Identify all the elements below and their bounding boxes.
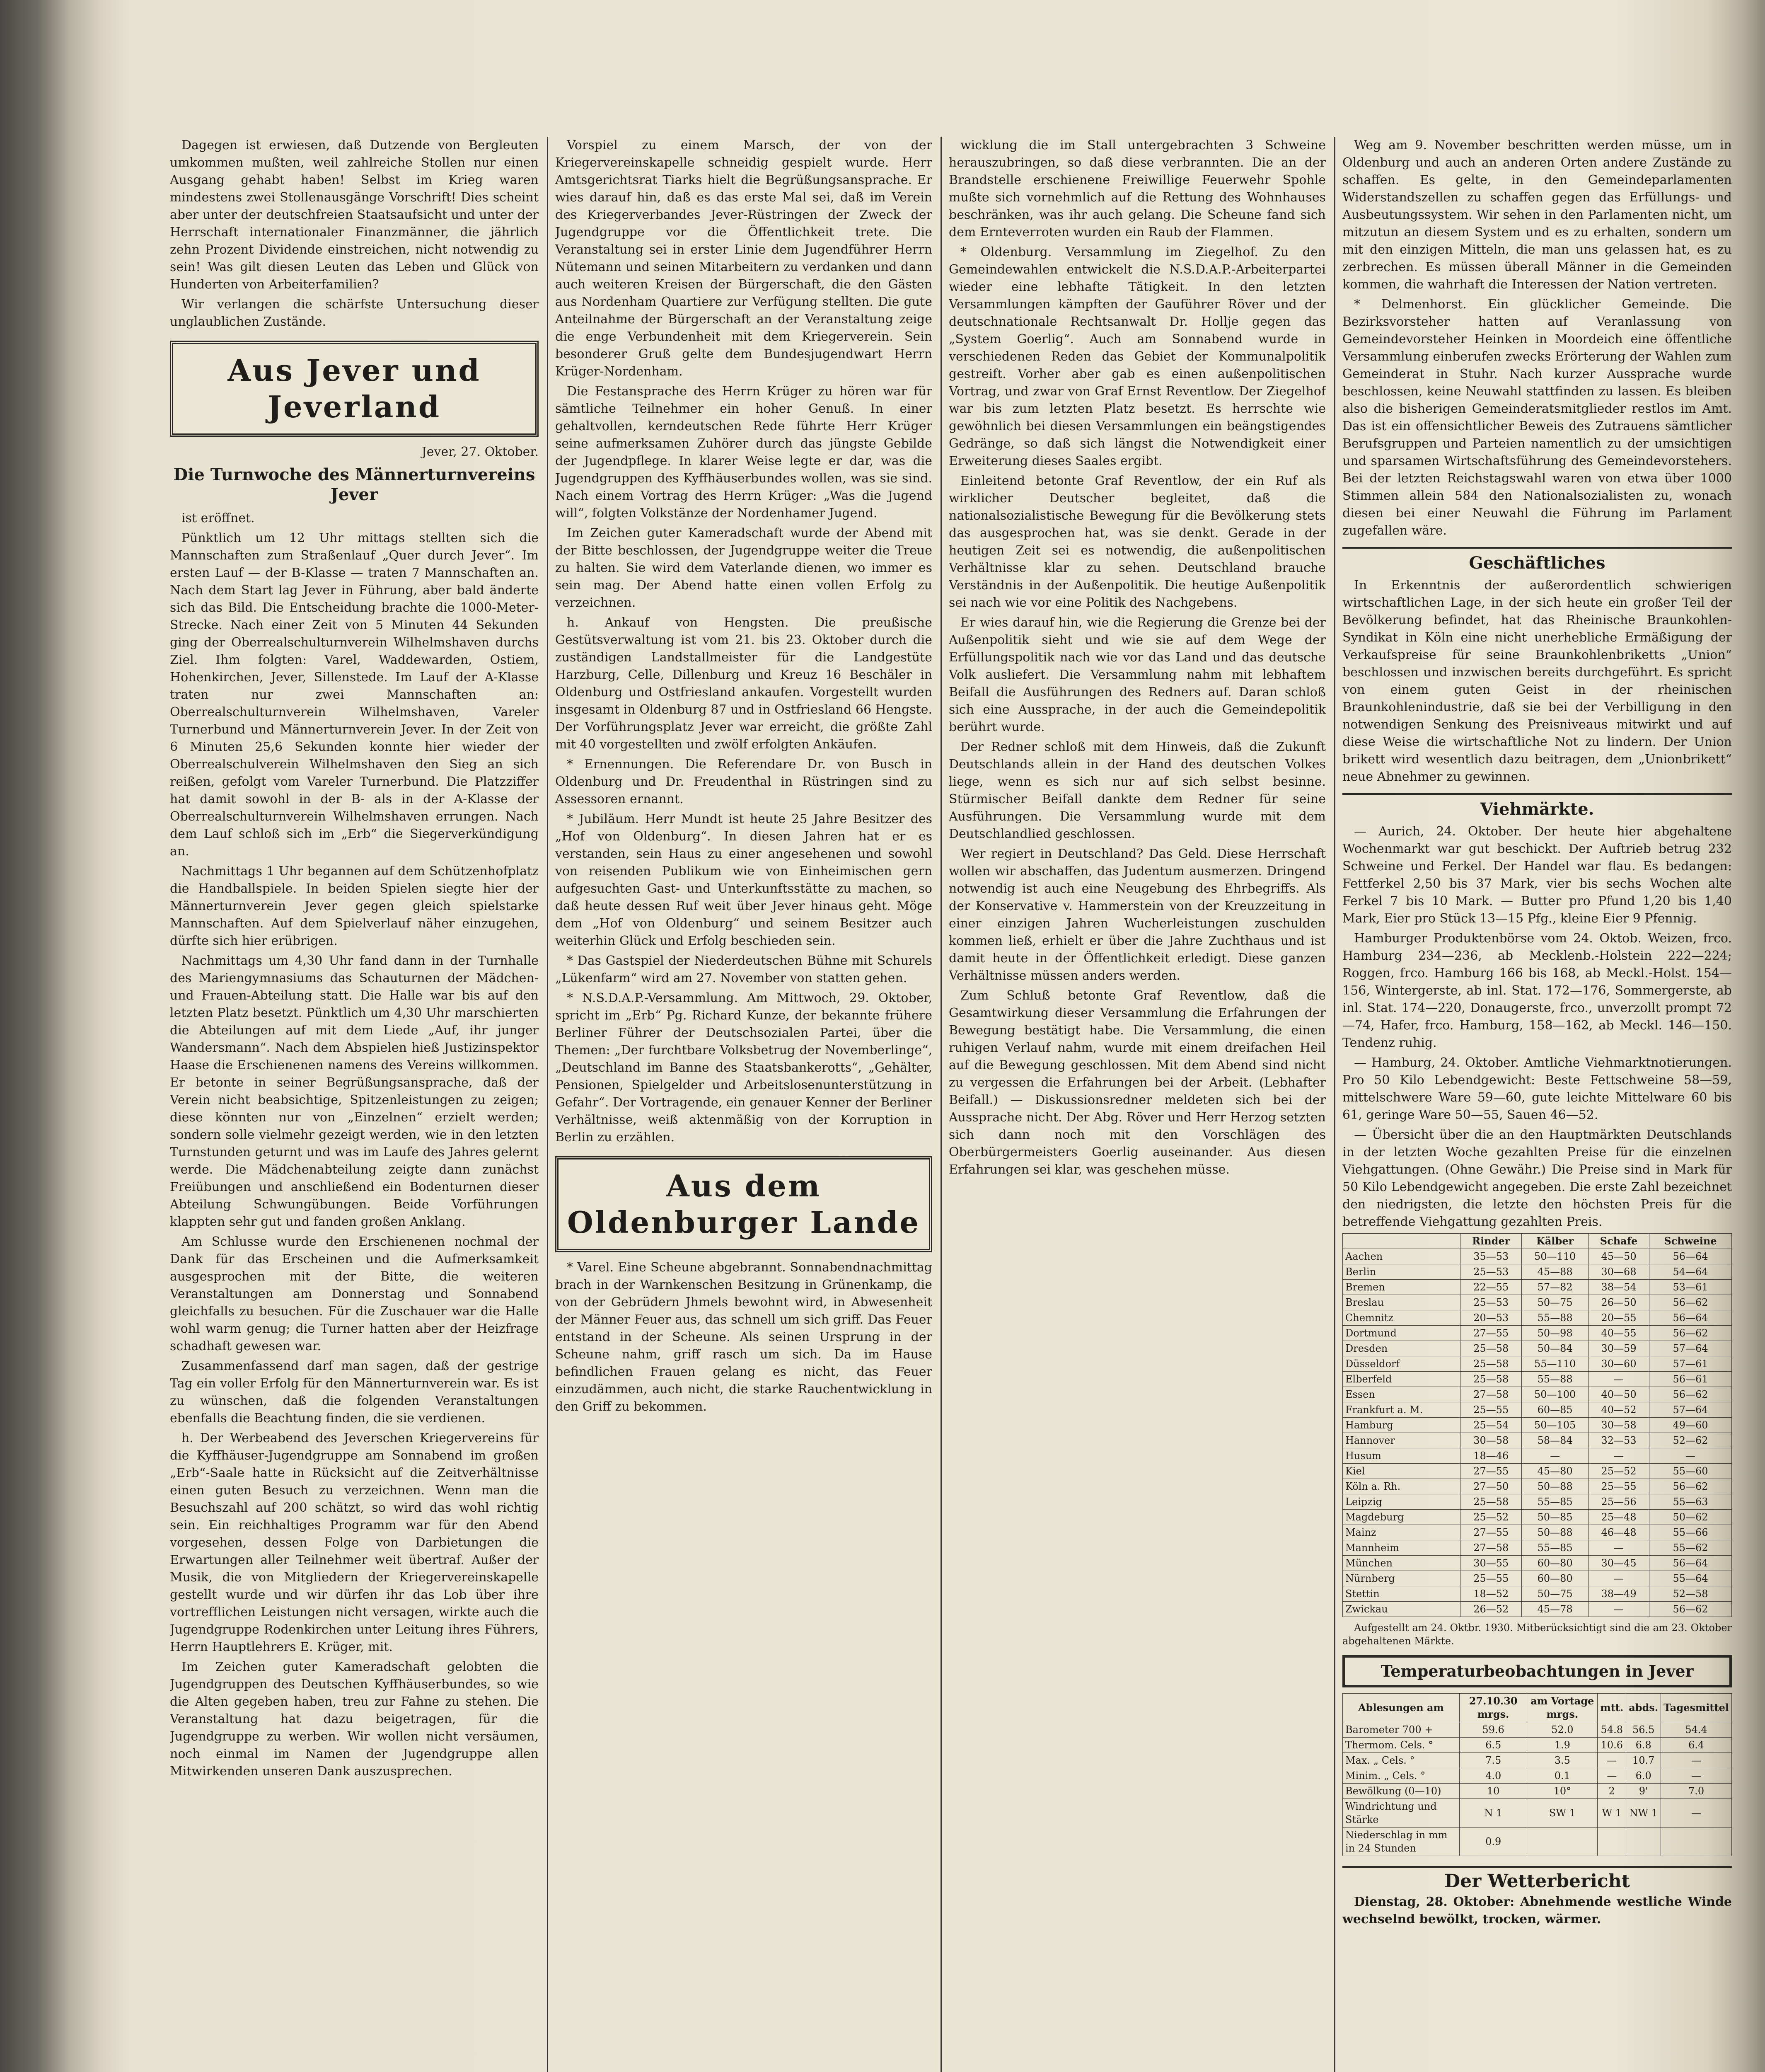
temp-table-cell: Barometer 700 + [1343, 1722, 1460, 1738]
cattle-table-cell: 50—75 [1522, 1586, 1588, 1602]
cattle-table-cell: 55—88 [1522, 1372, 1588, 1387]
temp-table-cell: 10.7 [1626, 1753, 1661, 1768]
cattle-table-cell: 40—55 [1588, 1326, 1649, 1341]
temp-table-cell: 3.5 [1527, 1753, 1598, 1768]
cattle-table-cell: 45—88 [1522, 1264, 1588, 1280]
cattle-table-cell: 40—52 [1588, 1402, 1649, 1418]
cattle-table-cell: 56—62 [1649, 1479, 1732, 1494]
cattle-table-row [1343, 1433, 1732, 1448]
cattle-table-cell: 38—54 [1588, 1280, 1649, 1295]
article-text: Wir verlangen die schärfste Untersuchung dieser unglaublichen Zustände. [170, 297, 539, 329]
cattle-table-cell: 58—84 [1522, 1433, 1588, 1448]
cattle-table-cell: 27—50 [1460, 1479, 1522, 1494]
cattle-table-row [1343, 1448, 1732, 1464]
temp-table-row [1343, 1768, 1732, 1784]
temp-table-cell: W 1 [1598, 1799, 1626, 1828]
temp-table-cell: 4.0 [1459, 1768, 1527, 1784]
cattle-table-cell: — [1588, 1448, 1649, 1464]
cattle-table-cell: 30—58 [1588, 1418, 1649, 1433]
cattle-table-cell: 52—58 [1649, 1586, 1732, 1602]
cattle-table-row [1343, 1479, 1732, 1494]
cattle-table-cell: 55—85 [1522, 1540, 1588, 1556]
column-3 [949, 137, 1326, 2072]
cattle-table-cell: 55—85 [1522, 1494, 1588, 1510]
temp-table-cell: 7.0 [1661, 1784, 1732, 1799]
cattle-table-cell: 25—52 [1460, 1510, 1522, 1525]
cattle-table-row [1343, 1464, 1732, 1479]
temp-table-cell: — [1598, 1753, 1626, 1768]
cattle-table-cell: 32—53 [1588, 1433, 1649, 1448]
article-text: * N.S.D.A.P.-Versammlung. Am Mittwoch, 29. Oktober, spricht im „Erb“ Pg. Richard Kunze, der bekannte frühere Berliner Führer der Deutschsozialen Partei, über die Themen: „Der furchtbare Volksbetrug der Novemberlinge“, „Deutschland im Banne des Staatsbankerotts“, „Gehälter, Pensionen, Spielgelder und Arbeitslosenunterstützung in Gefahr“. Der Vortragende, ein genauer Kenner der Berliner Verhältnisse, weiß aktenmäßig von der Korruption in Berlin zu erzählen. [555, 991, 932, 1145]
cattle-table-cell: 30—68 [1588, 1264, 1649, 1280]
temp-table-header-cell: Ablesungen am [1343, 1694, 1460, 1722]
cattle-table-cell: 50—62 [1649, 1510, 1732, 1525]
article-text: Am Schlusse wurde den Erschienenen nochmal der Dank für das Erscheinen und die Aufmerksamkeit ausgesprochen mit der Bitte, die weiteren Veranstaltungen am Donnerstag und Sonnabend gleichfalls zu besuchen. Für die Zuschauer war die Halle wohl warm genug; die Turner hatten aber der Heizfrage schadhaft gewesen war. [170, 1234, 539, 1353]
temp-table-cell: Windrichtung und Stärke [1343, 1799, 1460, 1828]
cattle-table-cell: 55—64 [1649, 1571, 1732, 1586]
column-1 [170, 137, 539, 2072]
temp-table-cell: 1.9 [1527, 1738, 1598, 1753]
cattle-table-row [1343, 1372, 1732, 1387]
cattle-table-cell: 25—54 [1460, 1418, 1522, 1433]
cattle-table-cell: 25—56 [1588, 1494, 1649, 1510]
cattle-table-cell: 54—64 [1649, 1264, 1732, 1280]
cattle-table-cell: 57—64 [1649, 1341, 1732, 1356]
cattle-table-cell: 50—110 [1522, 1249, 1588, 1264]
temp-table-header-row [1343, 1694, 1732, 1722]
temp-table-cell: 10.6 [1598, 1738, 1626, 1753]
cattle-table-cell: 20—53 [1460, 1310, 1522, 1326]
cattle-table-row [1343, 1249, 1732, 1264]
cattle-table-cell: Hannover [1343, 1433, 1460, 1448]
cattle-table-header-cell: Schweine [1649, 1234, 1732, 1249]
cattle-table-cell: Bremen [1343, 1280, 1460, 1295]
article-text: Wer regiert in Deutschland? Das Geld. Diese Herrschaft wollen wir abschaffen, das Judentum ausmerzen. Dringend notwendig ist auch eine Neugebung des Ehrbegriffs. Als der Konservative v. Hammerstein von der Kreuzzeitung in einer einzigen Jahren Wucherleistungen zuschulden kommen ließ, erhielt er über die Jahre Zuchthaus und ist damit heute in der Öffentlichkeit erledigt. Diese ganzen Verhältnisse müssen anders werden. [949, 847, 1326, 983]
temp-table-header-cell: abds. [1626, 1694, 1661, 1722]
cattle-table-cell: 25—48 [1588, 1510, 1649, 1525]
cattle-table-cell: 35—53 [1460, 1249, 1522, 1264]
article-text: Er wies darauf hin, wie die Regierung die Grenze bei der Außenpolitik sieht und wie sie auf dem Wege der Erfüllungspolitik nach wie vor das Land und das deutsche Volk ausliefert. Die Versammlung nahm mit lebhaftem Beifall die Ausführungen des Redners auf. Daran schloß sich eine Aussprache, in der auch die Gemeindepolitik berührt wurde. [949, 615, 1326, 734]
cattle-table-cell: Zwickau [1343, 1602, 1460, 1617]
column-4 [1342, 137, 1732, 2072]
cattle-table-cell: 25—53 [1460, 1295, 1522, 1310]
article-text: Hamburger Produktenbörse vom 24. Oktob. Weizen, frco. Hamburg 234—236, ab Mecklenb.-Holstein 222—224; Roggen, frco. Hamburg 166 bis 168, ab Meckl.-Holst. 154—156, Wintergerste, ab inl. Stat. 172—176, Sommergerste, ab inl. Stat. 174—220, Donaugerste, frco., unverzollt prompt 72—74, Hafer, frco. Hamburg, 158—162, ab Meckl. 146—150. Tendenz ruhig. [1342, 931, 1732, 1050]
cattle-table-row [1343, 1525, 1732, 1540]
article-text: Nachmittags um 4,30 Uhr fand dann in der Turnhalle des Mariengymnasiums das Schauturnen der Mädchen- und Frauen-Abteilung statt. Die Halle war bis auf den letzten Platz besetzt. Pünktlich um 4,30 Uhr marschierten die Abteilungen auf mit dem Liede „Auf, ihr junger Wandersmann“. Nach dem Abspielen hieß Justizinspektor Haase die Erschienenen namens des Vereins willkommen. Er betonte in seiner Begrüßungsansprache, daß der Verein nicht beabsichtige, Spitzenleistungen zu zeigen; diese könnten nur von „Einzelnen“ erzielt werden; sondern solle vielmehr gezeigt werden, wie in den letzten Turnstunden geturnt und was im Laufe des Jahres gelernt werde. Die Mädchenabteilung zeigte dann zunächst Freiübungen und anschließend ein Bodenturnen dieser Abteilung Schwungübungen. Beide Vorführungen klappten sehr gut und fanden großen Anklang. [170, 954, 539, 1229]
cattle-table-cell: — [1588, 1602, 1649, 1617]
cattle-table-cell: 26—50 [1588, 1295, 1649, 1310]
cattle-table-cell: 56—64 [1649, 1556, 1732, 1571]
cattle-table-cell: 25—55 [1460, 1402, 1522, 1418]
article-text: Im Zeichen guter Kameradschaft gelobten die Jugendgruppen des Deutschen Kyffhäuserbundes, so wie die Alten gegeben haben, treu zur Fahne zu stehen. Die Veranstaltung hat dazu beigetragen, für die Jugendgruppe zu werben. Wir wollen nicht versäumen, noch einmal im Namen der Jugendgruppe allen Mitwirkenden unseren Dank auszusprechen. [170, 1660, 539, 1779]
dateline: Jever, 27. Oktober. [421, 445, 539, 459]
cattle-table-cell: 57—82 [1522, 1280, 1588, 1295]
cattle-table-cell: 26—52 [1460, 1602, 1522, 1617]
temp-table-header-cell: am Vortage mrgs. [1527, 1694, 1598, 1722]
cattle-table-cell: 56—61 [1649, 1372, 1732, 1387]
temp-table-cell [1626, 1828, 1661, 1856]
cattle-table-cell: — [1649, 1448, 1732, 1464]
cattle-table-cell: 49—60 [1649, 1418, 1732, 1433]
cattle-table-cell: 45—50 [1588, 1249, 1649, 1264]
temp-table-row [1343, 1799, 1732, 1828]
temperature-table [1342, 1693, 1732, 1856]
cattle-table-cell: 56—62 [1649, 1602, 1732, 1617]
cattle-table-cell: Frankfurt a. M. [1343, 1402, 1460, 1418]
cattle-table-row [1343, 1326, 1732, 1341]
cattle-table-header-cell: Rinder [1460, 1234, 1522, 1249]
temp-table-cell: Thermom. Cels. ° [1343, 1738, 1460, 1753]
cattle-table-cell: 27—55 [1460, 1464, 1522, 1479]
cattle-table-cell: 52—62 [1649, 1433, 1732, 1448]
cattle-table-cell: 60—80 [1522, 1556, 1588, 1571]
cattle-table-cell: Köln a. Rh. [1343, 1479, 1460, 1494]
cattle-table-cell: 50—84 [1522, 1341, 1588, 1356]
temp-table-cell: 59.6 [1459, 1722, 1527, 1738]
article-text: Zusammenfassend darf man sagen, daß der gestrige Tag ein voller Erfolg für den Männerturnverein war. Es ist zu wünschen, daß die folgenden Veranstaltungen ebenfalls die Beachtung finden, die sie verdienen. [170, 1359, 539, 1426]
cattle-table-cell: Düsseldorf [1343, 1356, 1460, 1372]
temp-table-cell: NW 1 [1626, 1799, 1661, 1828]
cattle-table-cell: 27—55 [1460, 1525, 1522, 1540]
cattle-table-header-cell: Schafe [1588, 1234, 1649, 1249]
temp-table-cell [1661, 1828, 1732, 1856]
cattle-table-cell: 22—55 [1460, 1280, 1522, 1295]
cattle-table-header-cell [1343, 1234, 1460, 1249]
column-divider [941, 137, 942, 2072]
temp-table-cell: 7.5 [1459, 1753, 1527, 1768]
cattle-table-cell: 45—80 [1522, 1464, 1588, 1479]
cattle-table-cell: 55—62 [1649, 1540, 1732, 1556]
cattle-table-cell: Aachen [1343, 1249, 1460, 1264]
temp-table-header-cell: mtt. [1598, 1694, 1626, 1722]
temp-table-header-cell: Tagesmittel [1661, 1694, 1732, 1722]
heading-geschaeftliches: Geschäftliches [1342, 547, 1732, 572]
article-text: Die Festansprache des Herrn Krüger zu hören war für sämtliche Teilnehmer ein hoher Genuß. In einer gehaltvollen, kerndeutschen Rede führte Herr Krüger seine aufmerksamen Zuhörer durch das jüngste Gebilde der Jugendpflege. In klarer Weise legte er dar, was die Jugendgruppen des Kyffhäuserbundes wollen, was sie sind. Nach einem Vortrag des Herrn Krüger: „Was die Jugend will“, folgten Volkstänze der Nordenhamer Jugend. [555, 384, 932, 520]
temp-table-cell: 6.4 [1661, 1738, 1732, 1753]
cattle-table-cell: Stettin [1343, 1586, 1460, 1602]
cattle-table-cell: 56—64 [1649, 1310, 1732, 1326]
article-text: Vorspiel zu einem Marsch, der von der Kriegervereinskapelle schneidig gespielt wurde. Herr Amtsgerichtsrat Tiarks hielt die Begrüßungsansprache. Er wies darauf hin, daß es das erste Mal sei, daß im Verein des Kriegerverbandes Jever-Rüstringen der Zweck der Jugendgruppe vor die Öffentlichkeit trete. Die Veranstaltung sei in erster Linie dem Jugendführer Herrn Nütemann und seinen Mitarbeitern zu verdanken und dann auch weiteren Kreisen der Bürgerschaft, die den Gästen aus Nordenham Quartiere zur Verfügung stellten. Die gute Anteilnahme der Bürgerschaft an der Veranstaltung zeige die enge Verbundenheit mit dem Kriegerverein. Sein besonderer Gruß gelte dem Bundesjugendwart Herrn Krüger-Nordenham. [555, 138, 932, 379]
cattle-table-cell: Nürnberg [1343, 1571, 1460, 1586]
cattle-table-cell: 60—85 [1522, 1402, 1588, 1418]
article-text: ist eröffnet. [181, 511, 255, 525]
cattle-table-cell: 40—50 [1588, 1387, 1649, 1402]
temp-table-cell: 10° [1527, 1784, 1598, 1799]
cattle-table-cell: 56—62 [1649, 1387, 1732, 1402]
cattle-table-cell: Hamburg [1343, 1418, 1460, 1433]
temp-table-cell: 6.5 [1459, 1738, 1527, 1753]
cattle-table-cell: 27—58 [1460, 1387, 1522, 1402]
article-text: * Ernennungen. Die Referendare Dr. von Busch in Oldenburg und Dr. Freudenthal in Rüstringen sind zu Assessoren ernannt. [555, 757, 932, 806]
article-text: Pünktlich um 12 Uhr mittags stellten sich die Mannschaften zum Straßenlauf „Quer durch Jever“. Im ersten Lauf — der B-Klasse — traten 7 Mannschaften an. Nach dem Start lag Jever in Führung, aber bald änderte sich das Bild. Die Entscheidung brachte die 1000-Meter-Strecke. Nach einer Zeit von 5 Minuten 44 Sekunden ging der Oberrealschulturnverein Wilhelmshaven durchs Ziel. Ihm folgten: Varel, Waddewarden, Ostiem, Hohenkirchen, Jever, Sillenstede. Im Lauf der A-Klasse traten nur zwei Mannschaften an: Oberrealschulturnverein Wilhelmshaven, Vareler Turnerbund und Männerturnverein Jever. In der Zeit von 6 Minuten 25,6 Sekunden konnte hier wieder der Oberrealschulverein Wilhelmshaven den Sieg an sich reißen, gefolgt vom Vareler Turnerbund. Die Platzziffer hat damit sowohl in der B- als in der A-Klasse der Oberrealschulturnverein Wilhelmshaven errungen. Nach dem Lauf schloß sich im „Erb“ die Siegerverkündigung an. [170, 531, 539, 859]
cattle-table-cell: 25—53 [1460, 1264, 1522, 1280]
cattle-table-row [1343, 1510, 1732, 1525]
cattle-table-cell: 27—55 [1460, 1326, 1522, 1341]
cattle-table-cell: 50—98 [1522, 1326, 1588, 1341]
cattle-table-cell: Mannheim [1343, 1540, 1460, 1556]
column-divider [1334, 137, 1335, 2072]
cattle-table-cell: 25—52 [1588, 1464, 1649, 1479]
article-text: Einleitend betonte Graf Reventlow, der ein Ruf als wirklicher Deutscher begleitet, daß die nationalsozialistische Bewegung für die Bevölkerung stets das ausgesprochen hat, was sie denkt. Gerade in der heutigen Zeit sei es notwendig, die außenpolitischen Verhältnisse klar zu sehen. Deutschland brauche Verständnis in der Außenpolitik. Die heutige Außenpolitik sei nach wie vor eine Politik des Nachgebens. [949, 474, 1326, 610]
temp-table-cell: N 1 [1459, 1799, 1527, 1828]
cattle-table-cell: 50—88 [1522, 1525, 1588, 1540]
cattle-table-row [1343, 1494, 1732, 1510]
temp-table-header-cell: 27.10.30 mrgs. [1459, 1694, 1527, 1722]
cattle-table-row [1343, 1264, 1732, 1280]
cattle-table-cell: 50—105 [1522, 1418, 1588, 1433]
cattle-table-cell: Mainz [1343, 1525, 1460, 1540]
article-text: Nachmittags 1 Uhr begannen auf dem Schützenhofplatz die Handballspiele. In beiden Spielen siegte hier der Männerturnverein Jever gegen gleich spielstarke Mannschaften. Auf dem Spielverlauf näher einzugehen, dürfte sich hier erübrigen. [170, 864, 539, 948]
cattle-table-row [1343, 1295, 1732, 1310]
article-text: — Aurich, 24. Oktober. Der heute hier abgehaltene Wochenmarkt war gut beschickt. Der Auftrieb betrug 232 Schweine und Ferkel. Der Handel war flau. Es bedangen: Fettferkel 2,50 bis 37 Mark, vier bis sechs Wochen alte Ferkel 7 bis 10 Mark. — Butter pro Pfund 1,20 bis 1,40 Mark, Eier pro Stück 13—15 Pfg., kleine Eier 9 Pfennig. [1342, 824, 1732, 926]
cattle-table-row [1343, 1341, 1732, 1356]
cattle-table-cell: — [1588, 1571, 1649, 1586]
article-text: Im Zeichen guter Kameradschaft wurde der Abend mit der Bitte beschlossen, der Jugendgruppe weiter die Treue zu halten. Sie wird dem Vaterlande dienen, wo immer es sein mag. Der Abend hatte einen vollen Erfolg zu verzeichnen. [555, 526, 932, 610]
cattle-table-cell: 55—110 [1522, 1356, 1588, 1372]
cattle-table-cell: Dresden [1343, 1341, 1460, 1356]
temp-table-cell: — [1661, 1799, 1732, 1828]
cattle-table-cell: Elberfeld [1343, 1372, 1460, 1387]
cattle-table-cell: 45—78 [1522, 1602, 1588, 1617]
cattle-table-cell: — [1588, 1540, 1649, 1556]
cattle-table-cell: 50—88 [1522, 1479, 1588, 1494]
article-text: — Übersicht über die an den Hauptmärkten Deutschlands in der letzten Woche gezahlten Preise für die einzelnen Viehgattungen. (Ohne Gewähr.) Die Preise sind in Mark für 50 Kilo Lebendgewicht angegeben. Die erste Zahl bezeichnet den niedrigsten, die letzte den höchsten Preis für die betreffende Viehgattung gezahlten Preis. [1342, 1128, 1732, 1229]
cattle-table-cell: 25—58 [1460, 1372, 1522, 1387]
page-content [170, 137, 1732, 2072]
cattle-table-cell: 56—64 [1649, 1249, 1732, 1264]
cattle-table-row [1343, 1310, 1732, 1326]
cattle-table-cell: Magdeburg [1343, 1510, 1460, 1525]
temp-table-cell: — [1598, 1768, 1626, 1784]
article-text: * Oldenburg. Versammlung im Ziegelhof. Zu den Gemeindewahlen entwickelt die N.S.D.A.P.-Arbeiterpartei wieder eine lebhafte Tätigkeit. In den letzten Versammlungen kämpften der Gauführer Röver und der deutschnationale Rechtsanwalt Dr. Hollje gegen das „System Goerlig“. Auch am Sonnabend wurde in verschiedenen Reden das Gebiet der Kommunalpolitik gestreift. Vorher aber gab es einen außenpolitischen Vortrag, und zwar von Graf Ernst Reventlow. Der Ziegelhof war bis zum letzten Platz besetzt. Es herrschte wie gewöhnlich bei diesen Versammlungen ein beängstigendes Gedränge, so daß sich längst die Notwendigkeit einer Erweiterung dieses Saales ergibt. [949, 245, 1326, 468]
cattle-table-row [1343, 1280, 1732, 1295]
article-text: h. Ankauf von Hengsten. Die preußische Gestütsverwaltung ist vom 21. bis 23. Oktober durch die zuständigen Landstallmeister für die Landgestüte Harzburg, Celle, Dillenburg und Kreuz 16 Beschäler in Oldenburg und Ostfriesland ankaufen. Vorgestellt wurden insgesamt in Oldenburg 87 und in Ostfriesland 66 Hengste. Der Vorführungsplatz Jever war erreicht, die größte Zahl mit 40 vorgestellten und zwölf erfolgten Ankäufen. [555, 615, 932, 752]
cattle-table-row [1343, 1602, 1732, 1617]
temp-table-cell: 9' [1626, 1784, 1661, 1799]
cattle-price-table [1342, 1233, 1732, 1617]
cattle-table-cell: 46—48 [1588, 1525, 1649, 1540]
cattle-table-cell: Essen [1343, 1387, 1460, 1402]
article-text: In Erkenntnis der außerordentlich schwierigen wirtschaftlichen Lage, in der sich heute ein großer Teil der Bevölkerung befindet, hat das Rheinische Braunkohlen-Syndikat in Köln eine nicht unerhebliche Ermäßigung der Verkaufspreise für seine Braunkohlenbriketts „Union“ beschlossen und inzwischen bereits durchgeführt. Es spricht von einem guten Geist in der rheinischen Braunkohlenindustrie, daß sie bei der Verbilligung in den notwendigen Senkung des Preisniveaus mitwirkt und auf diese Weise die wirtschaftliche Not zu lindern. Der Union brikett wird wesentlich dazu beitragen, dem „Unionbrikett“ neue Abnehmer zu gewinnen. [1342, 578, 1732, 784]
temp-table-cell: — [1661, 1768, 1732, 1784]
cattle-table-cell: 50—85 [1522, 1510, 1588, 1525]
cattle-table-cell: Husum [1343, 1448, 1460, 1464]
cattle-table-cell: 55—60 [1649, 1464, 1732, 1479]
cattle-table-cell: 55—88 [1522, 1310, 1588, 1326]
cattle-table-cell: 57—61 [1649, 1356, 1732, 1372]
cattle-table-cell: 20—55 [1588, 1310, 1649, 1326]
column-divider [547, 137, 548, 2072]
cattle-table-cell: Berlin [1343, 1264, 1460, 1280]
weather-report: Dienstag, 28. Oktober: Abnehmende westliche Winde wechselnd bewölkt, trocken, wärmer. [1342, 1895, 1732, 1927]
cattle-table-cell: Chemnitz [1343, 1310, 1460, 1326]
column-2 [555, 137, 932, 2072]
temp-table-row [1343, 1738, 1732, 1753]
cattle-table-cell: 30—59 [1588, 1341, 1649, 1356]
article-text: Dagegen ist erwiesen, daß Dutzende von Bergleuten umkommen mußten, weil zahlreiche Stollen nur einen Ausgang gehabt haben! Selbst im Krieg waren mindestens zwei Stollenausgänge Vorschrift! Dies scheint aber unter der deutschfreien Staatsaufsicht und unter der Herrschaft internationaler Finanzmänner, die jährlich zehn Prozent Dividende einstreichen, nicht notwendig zu sein! Was gilt diesen Leuten das Leben und Glück von Hunderten von Arbeiterfamilien? [170, 138, 539, 292]
heading-temperature: Temperaturbeobachtungen in Jever [1342, 1655, 1732, 1687]
temp-table-cell [1598, 1828, 1626, 1856]
section-title-jever: Aus Jever und Jeverland [170, 341, 539, 437]
cattle-table-cell: 25—55 [1588, 1479, 1649, 1494]
temp-table-cell: 6.8 [1626, 1738, 1661, 1753]
temp-table-cell: — [1661, 1753, 1732, 1768]
temp-table-row [1343, 1828, 1732, 1856]
article-text: * Varel. Eine Scheune abgebrannt. Sonnabendnachmittag brach in der Warnkenschen Besitzung in Grünenkamp, die von der Gebrüdern Jhmels bewohnt wird, in Abwesenheit der Männer Feuer aus, das schnell um sich griff. Das Feuer entstand in der Scheune. Als seinen Ursprung in der Scheune nahm, griff rasch um sich. Da im Hause befindlichen Frauen gelang es nicht, das Feuer einzudämmen, auch nicht, die starke Rauchentwicklung in den Griff zu bekommen. [555, 1260, 932, 1414]
cattle-table-cell: 18—52 [1460, 1586, 1522, 1602]
heading-weather: Der Wetterbericht [1342, 1866, 1732, 1890]
cattle-table-cell: 25—58 [1460, 1356, 1522, 1372]
article-text: Weg am 9. November beschritten werden müsse, um in Oldenburg und auch an anderen Orten andere Zustände zu schaffen. Es gelte, in den Gemeindeparlamenten Widerstandszellen zu schaffen gegen das Erfüllungs- und Ausbeutungssystem. Wir sehen in den Parlamenten nicht, um mitzutun an diesem System und es zu erhalten, sondern um mit den einzigen Mitteln, die man uns gelassen hat, es zu zerbrechen. Es müssen überall Männer in die Gemeinden kommen, die wahrhaft die Interessen der Nation vertreten. [1342, 138, 1732, 292]
section-title-oldenburg: Aus dem Oldenburger Lande [555, 1156, 932, 1252]
cattle-table-cell: 30—58 [1460, 1433, 1522, 1448]
cattle-table-cell: 30—55 [1460, 1556, 1522, 1571]
cattle-table-cell: Dortmund [1343, 1326, 1460, 1341]
cattle-table-cell: — [1588, 1372, 1649, 1387]
temp-table-cell: 6.0 [1626, 1768, 1661, 1784]
cattle-table-cell: 25—58 [1460, 1494, 1522, 1510]
cattle-table-cell: 53—61 [1649, 1280, 1732, 1295]
cattle-table-cell: — [1522, 1448, 1588, 1464]
temp-table-cell: 52.0 [1527, 1722, 1598, 1738]
temp-table-cell: 0.9 [1459, 1828, 1527, 1856]
cattle-table-cell: 30—45 [1588, 1556, 1649, 1571]
cattle-table-cell: Kiel [1343, 1464, 1460, 1479]
cattle-table-cell: Breslau [1343, 1295, 1460, 1310]
temp-table-row [1343, 1722, 1732, 1738]
temp-table-cell: Max. „ Cels. ° [1343, 1753, 1460, 1768]
article-text: wicklung die im Stall untergebrachten 3 Schweine herauszubringen, so daß diese verbrannten. Die an der Brandstelle erschienene Freiwillige Feuerwehr Spohle mußte sich vornehmlich auf die Rettung des Wohnhauses beschränken, was ihr auch gelang. Die Scheune fand sich dem Ernteverroten wurden ein Raub der Flammen. [949, 138, 1326, 240]
temp-table-cell: 54.4 [1661, 1722, 1732, 1738]
cattle-table-cell: 50—100 [1522, 1387, 1588, 1402]
temp-table-cell: 56.5 [1626, 1722, 1661, 1738]
temp-table-cell: SW 1 [1527, 1799, 1598, 1828]
temp-table-cell: 0.1 [1527, 1768, 1598, 1784]
temp-table-cell: 2 [1598, 1784, 1626, 1799]
cattle-table-cell: 56—62 [1649, 1295, 1732, 1310]
cattle-table-cell: München [1343, 1556, 1460, 1571]
cattle-table-cell: 25—58 [1460, 1341, 1522, 1356]
heading-viehmaerkte: Viehmärkte. [1342, 793, 1732, 818]
cattle-table-cell: 57—64 [1649, 1402, 1732, 1418]
cattle-table-row [1343, 1571, 1732, 1586]
cattle-table-cell: 25—55 [1460, 1571, 1522, 1586]
article-text: * Das Gastspiel der Niederdeutschen Bühne mit Schurels „Lükenfarm“ wird am 27. November von statten gehen. [555, 954, 932, 985]
temp-table-cell: Bewölkung (0—10) [1343, 1784, 1460, 1799]
cattle-table-cell: Leipzig [1343, 1494, 1460, 1510]
cattle-table-header-row [1343, 1234, 1732, 1249]
cattle-table-row [1343, 1556, 1732, 1571]
article-text: — Hamburg, 24. Oktober. Amtliche Viehmarktnotierungen. Pro 50 Kilo Lebendgewicht: Beste Fettschweine 58—59, mittelschwere Ware 59—60, gute leichte Mittelware 60 bis 61, geringe Ware 50—55, Sauen 46—52. [1342, 1055, 1732, 1122]
cattle-table-cell: 38—49 [1588, 1586, 1649, 1602]
article-text: Der Redner schloß mit dem Hinweis, daß die Zukunft Deutschlands allein in der Hand des deutschen Volkes liege, wenn es sich nur auf sich selbst besinne. Stürmischer Beifall dankte dem Redner für seine Ausführungen. Die Versammlung wurde mit dem Deutschlandlied geschlossen. [949, 740, 1326, 841]
cattle-table-cell: 55—63 [1649, 1494, 1732, 1510]
cattle-table-row [1343, 1402, 1732, 1418]
cattle-table-cell: 27—58 [1460, 1540, 1522, 1556]
cattle-table-cell: 18—46 [1460, 1448, 1522, 1464]
cattle-table-cell: 60—80 [1522, 1571, 1588, 1586]
article-text: h. Der Werbeabend des Jeverschen Kriegervereins für die Kyffhäuser-Jugendgruppe am Sonnabend im großen „Erb“-Saale hatte in Rücksicht auf die Zeitverhältnisse einen guten Besuch zu verzeichnen. Wenn man die Besuchszahl auf 200 schätzt, so wird das wohl richtig sein. Ein reichhaltiges Programm war für den Abend vorgesehen, dessen Folge von Darbietungen die Erwartungen aller Teilnehmer weit übertraf. Außer der Musik, die von Mitgliedern der Kriegervereinskapelle gestellt wurde und wir dürfen ihr das Lob über ihre vortrefflichen Leistungen nicht versagen, wirkte auch die Jugendgruppe Rodenkirchen unter Leitung ihres Führers, Herrn Hauptlehrers E. Krüger, mit. [170, 1431, 539, 1654]
temp-table-cell: 54.8 [1598, 1722, 1626, 1738]
article-text: Zum Schluß betonte Graf Reventlow, daß die Gesamtwirkung dieser Versammlung die Erfahrungen der Bewegung bestätigt habe. Die Versammlung, die einen ruhigen Verlauf nahm, wurde mit einem dreifachen Heil auf die Bewegung geschlossen. Mit dem Abend sind nicht zu vergessen die Erfahrungen bei der Arbeit. (Lebhafter Beifall.) — Diskussionsredner meldeten sich bei der Aussprache nicht. Der Abg. Röver und Herr Herzog setzten sich dann noch mit den Vorschlägen des Oberbürgermeisters Goerlig auseinander. Aus diesen Erfahrungen sei klar, was geschehen müsse. [949, 988, 1326, 1177]
cattle-table-row [1343, 1586, 1732, 1602]
article-text: * Delmenhorst. Ein glücklicher Gemeinde. Die Bezirksvorsteher hatten auf Veranlassung von Gemeindevorsteher Heinken in Moordeich eine öffentliche Versammlung einberufen zwecks Erörterung der Wahlen zum Gemeinderat in Stuhr. Nach kurzer Aussprache wurde beschlossen, keine Neuwahl stattfinden zu lassen. Es bleiben also die bisherigen Gemeinderatsmitglieder restlos im Amt. Das ist ein offensichtlicher Beweis des Zutrauens sämtlicher Berufsgruppen und Parteien namentlich zu der umsichtigen und sparsamen Wirtschaftsführung des Gemeindevorstehers. Bei der letzten Reichstagswahl waren von etwa über 1000 Stimmen allein 584 den Nationalsozialisten zu, wonach diesen bei einer Neuwahl die Führung im Parlament zugefallen wäre. [1342, 297, 1732, 538]
cattle-table-header-cell: Kälber [1522, 1234, 1588, 1249]
cattle-table-row [1343, 1418, 1732, 1433]
temp-table-cell: Niederschlag in mm in 24 Stunden [1343, 1828, 1460, 1856]
temp-table-cell: 10 [1459, 1784, 1527, 1799]
cattle-table-cell: 50—75 [1522, 1295, 1588, 1310]
cattle-table-cell: 55—66 [1649, 1525, 1732, 1540]
cattle-table-row [1343, 1356, 1732, 1372]
cattle-table-row [1343, 1387, 1732, 1402]
article-text: * Jubiläum. Herr Mundt ist heute 25 Jahre Besitzer des „Hof von Oldenburg“. In diesen Jahren hat er es verstanden, sein Haus zu einer angesehenen und sowohl von reisenden Publikum wie von Einheimischen gern aufgesuchten Gast- und Unterkunftsstätte zu machen, so daß heute dessen Ruf weit über Jever hinaus geht. Möge dem „Hof von Oldenburg“ und seinem Besitzer auch weiterhin Glück und Erfolg beschieden sein. [555, 812, 932, 948]
cattle-table-cell: 30—60 [1588, 1356, 1649, 1372]
headline-turnwoche: Die Turnwoche des Männerturnvereins Jever [173, 465, 535, 504]
cattle-table-row [1343, 1540, 1732, 1556]
table-note: Aufgestellt am 24. Oktbr. 1930. Mitberücksichtigt sind die am 23. Oktober abgehaltenen Märkte. [1342, 1622, 1732, 1647]
temp-table-row [1343, 1784, 1732, 1799]
temp-table-cell [1527, 1828, 1598, 1856]
temp-table-row [1343, 1753, 1732, 1768]
cattle-table-cell: 56—62 [1649, 1326, 1732, 1341]
temp-table-cell: Minim. „ Cels. ° [1343, 1768, 1460, 1784]
